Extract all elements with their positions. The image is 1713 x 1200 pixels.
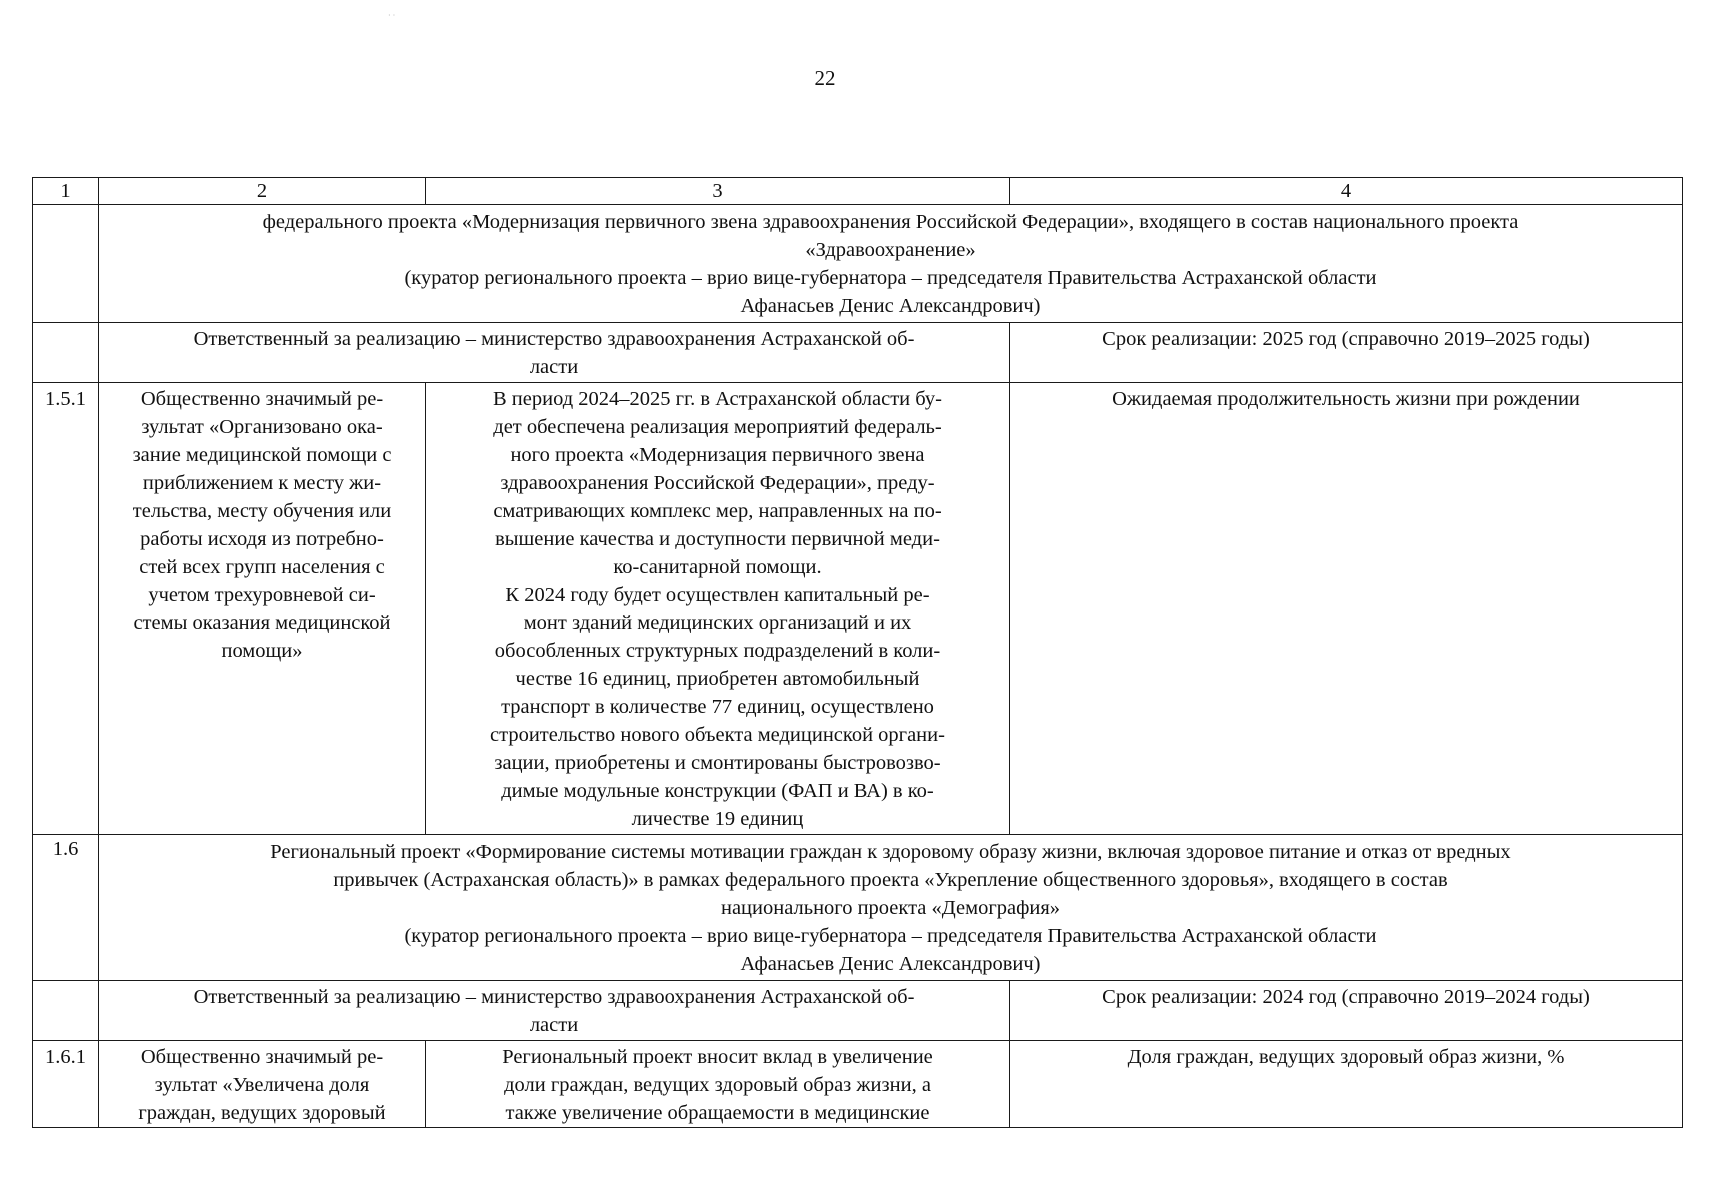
empty-number-cell bbox=[33, 205, 99, 323]
text-line: Ответственный за реализацию – министерство здравоохранения Астраханской об- bbox=[193, 328, 915, 350]
term-text: Срок реализации: 2024 год (справочно 2019–2024 годы) bbox=[1010, 981, 1683, 1041]
text-line: димые модульные конструкции (ФАП и ВА) в ко- bbox=[501, 780, 934, 802]
table-row bbox=[33, 1041, 1683, 1128]
project-title-text bbox=[99, 835, 1683, 981]
column-header-2: 2 bbox=[99, 178, 426, 205]
text-line: помощи» bbox=[221, 640, 303, 662]
text-line: монт зданий медицинских организаций и их bbox=[523, 612, 912, 634]
text-line: национального проекта «Демография» bbox=[720, 897, 1061, 919]
text-line: работы исходя из потребно- bbox=[140, 528, 384, 550]
text-line: Общественно значимый ре- bbox=[140, 1046, 384, 1068]
indicator-cell: Ожидаемая продолжительность жизни при рождении bbox=[1010, 383, 1683, 835]
text-line: доли граждан, ведущих здоровый образ жизни, а bbox=[504, 1074, 931, 1096]
text-line: обособленных структурных подразделений в коли- bbox=[494, 640, 941, 662]
text-line: Ответственный за реализацию – министерство здравоохранения Астраханской об- bbox=[193, 986, 915, 1008]
text-line: В период 2024–2025 гг. в Астраханской области бу- bbox=[493, 388, 942, 410]
description-cell bbox=[426, 1041, 1010, 1128]
indicator-cell: Доля граждан, ведущих здоровый образ жизни, % bbox=[1010, 1041, 1683, 1128]
description-cell bbox=[426, 383, 1010, 835]
text-line: зультат «Увеличена доля bbox=[154, 1074, 370, 1096]
text-line: зультат «Организовано ока- bbox=[141, 416, 383, 438]
text-line: ко-санитарной помощи. bbox=[613, 556, 822, 578]
text-line: Афанасьев Денис Александрович) bbox=[740, 295, 1041, 317]
text-line: здравоохранения Российской Федерации», преду- bbox=[500, 472, 935, 494]
text-line: Общественно значимый ре- bbox=[140, 388, 384, 410]
scan-artifact: · · bbox=[388, 11, 396, 20]
text-line: Региональный проект вносит вклад в увеличение bbox=[502, 1046, 933, 1068]
text-line: Региональный проект «Формирование системы мотивации граждан к здоровому образу жизни, включая здоровое питание и отказ от вредных bbox=[270, 841, 1511, 863]
empty-number-cell bbox=[33, 981, 99, 1041]
row-number: 1.6.1 bbox=[33, 1041, 99, 1128]
row-number: 1.6 bbox=[33, 835, 99, 981]
text-line: дет обеспечена реализация мероприятий федераль- bbox=[493, 416, 942, 438]
text-line: также увеличение обращаемости в медицинские bbox=[505, 1102, 930, 1124]
term-text: Срок реализации: 2025 год (справочно 2019–2025 годы) bbox=[1010, 323, 1683, 383]
text-line: ного проекта «Модернизация первичного звена bbox=[510, 444, 925, 466]
text-line: стемы оказания медицинской bbox=[133, 612, 391, 634]
text-line: К 2024 году будет осуществлен капитальный ре- bbox=[505, 584, 930, 606]
text-line: личестве 19 единиц bbox=[631, 808, 804, 830]
text-line: приближением к месту жи- bbox=[142, 472, 382, 494]
text-line: вышение качества и доступности первичной меди- bbox=[495, 528, 940, 550]
table-row bbox=[33, 383, 1683, 835]
page-number: 22 bbox=[814, 66, 836, 90]
column-header-row bbox=[33, 178, 1683, 205]
text-line: ласти bbox=[529, 356, 579, 378]
text-line: строительство нового объекта медицинской органи- bbox=[490, 724, 945, 746]
text-line: зание медицинской помощи с bbox=[132, 444, 392, 466]
column-header-3: 3 bbox=[426, 178, 1010, 205]
responsible-text bbox=[99, 981, 1010, 1041]
text-line: граждан, ведущих здоровый bbox=[138, 1102, 386, 1124]
row-number: 1.5.1 bbox=[33, 383, 99, 835]
text-line: «Здравоохранение» bbox=[805, 239, 976, 261]
project-continuation-text bbox=[99, 205, 1683, 323]
text-line: зации, приобретены и смонтированы быстровозво- bbox=[494, 752, 941, 774]
text-line: федерального проекта «Модернизация первичного звена здравоохранения Российской Федерации», входящего в состав национального проекта bbox=[262, 211, 1519, 233]
responsible-text bbox=[99, 323, 1010, 383]
text-line: учетом трехуровневой си- bbox=[148, 584, 376, 606]
text-line: стей всех групп населения с bbox=[139, 556, 385, 578]
text-line: тельства, месту обучения или bbox=[132, 500, 392, 522]
main-table bbox=[32, 177, 1683, 1128]
column-header-1: 1 bbox=[33, 178, 99, 205]
text-line: ласти bbox=[529, 1014, 579, 1036]
text-line: привычек (Астраханская область)» в рамках федерального проекта «Укрепление общественного здоровья», входящего в состав bbox=[333, 869, 1448, 891]
text-line: честве 16 единиц, приобретен автомобильный bbox=[515, 668, 920, 690]
empty-number-cell bbox=[33, 323, 99, 383]
responsible-row bbox=[33, 323, 1683, 383]
text-line: (куратор регионального проекта – врио вице-губернатора – председателя Правительства Астраханской области bbox=[404, 267, 1377, 289]
column-header-4: 4 bbox=[1010, 178, 1683, 205]
text-line: транспорт в количестве 77 единиц, осуществлено bbox=[501, 696, 934, 718]
project-continuation-row bbox=[33, 205, 1683, 323]
responsible-row bbox=[33, 981, 1683, 1041]
project-row bbox=[33, 835, 1683, 981]
text-line: (куратор регионального проекта – врио вице-губернатора – председателя Правительства Астраханской области bbox=[404, 925, 1377, 947]
text-line: Афанасьев Денис Александрович) bbox=[740, 953, 1041, 975]
result-cell bbox=[99, 1041, 426, 1128]
result-cell bbox=[99, 383, 426, 835]
text-line: сматривающих комплекс мер, направленных на по- bbox=[493, 500, 942, 522]
